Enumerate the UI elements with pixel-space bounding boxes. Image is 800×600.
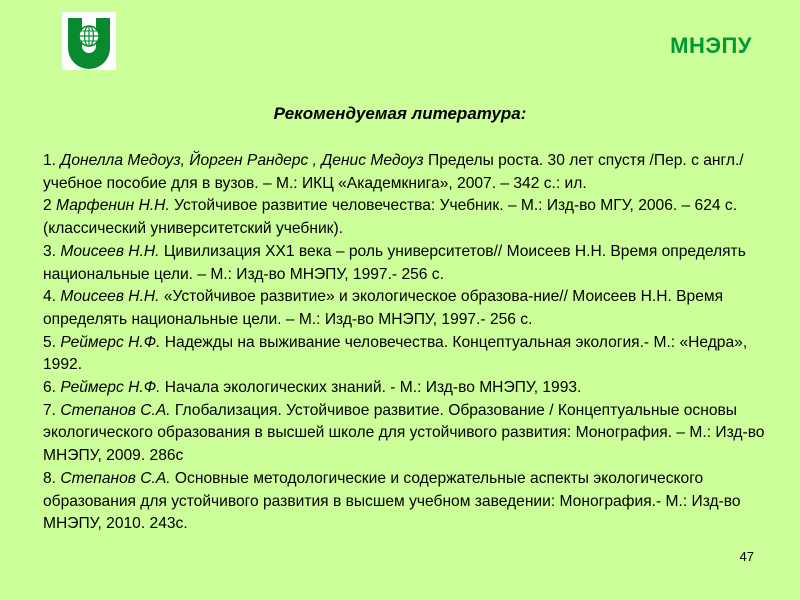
reference-author: Степанов С.А. (60, 401, 171, 419)
reference-text: Устойчивое развитие человечества: Учебник. – М.: Изд-во МГУ, 2006. – 624 с. (классический университетский учебник). (43, 197, 738, 238)
reference-number: 4. (43, 288, 57, 306)
reference-item (43, 195, 773, 240)
reference-number: 5. (43, 333, 57, 351)
reference-number: 3. (43, 242, 57, 260)
reference-item (43, 286, 773, 331)
reference-item (43, 332, 773, 377)
reference-text: «Устойчивое развитие» и экологическое образова-ние// Моисеев Н.Н. Время определять национальные цели. – М.: Изд-во МНЭПУ, 1997.- 256 с. (43, 288, 724, 328)
reference-author: Реймерс Н.Ф. (60, 379, 161, 397)
reference-number: 8. (43, 469, 57, 487)
reference-author: Донелла Медоуз, Йорген Рандерс , Денис Медоуз (60, 152, 424, 169)
reference-number: 7. (43, 401, 57, 419)
reference-text: Надежды на выживание человечества. Концептуальная экология.- М.: «Недра», 1992. (43, 333, 748, 374)
reference-author: Моисеев Н.Н. (60, 288, 160, 306)
reference-number: 6. (43, 379, 57, 397)
reference-item (43, 377, 773, 400)
brand-name: МНЭПУ (670, 33, 752, 58)
reference-text: Глобализация. Устойчивое развитие. Образование / Концептуальные основы экологического образования в высшей школе для устойчивого развития: Монография. – М.: Изд-во МНЭПУ, 2009. 286с (43, 401, 765, 465)
reference-text: Основные методологические и содержательные аспекты экологического образования для устойчивого развития в высшем учебном заведении: Монография.- М.: Изд-во МНЭПУ, 2010. 243с. (43, 469, 741, 533)
reference-item (43, 400, 773, 468)
university-logo-icon (62, 12, 116, 70)
reference-author: Моисеев Н.Н. (60, 242, 160, 260)
reference-text: Цивилизация ХХ1 века – роль университетов// Моисеев Н.Н. Время определять национальные цели. – М.: Изд-во МНЭПУ, 1997.- 256 с. (43, 242, 746, 283)
reference-item (43, 468, 773, 536)
page-title: Рекомендуемая литература: (273, 104, 527, 123)
reference-author: Степанов С.А. (60, 469, 171, 487)
reference-text: Начала экологических знаний. - М.: Изд-во МНЭПУ, 1993. (160, 379, 582, 397)
reference-number: 2 (43, 197, 52, 215)
reference-item (43, 241, 773, 286)
reference-author: Реймерс Н.Ф. (60, 333, 161, 351)
reference-item (43, 150, 773, 195)
reference-text: Пределы роста. 30 лет спустя /Пер. с англ./учебное пособие для в вузов. – М.: ИКЦ «Академкнига», 2007. – 342 с.: ил. (43, 152, 744, 192)
reference-list (43, 150, 773, 536)
reference-author: Марфенин Н.Н. (56, 197, 170, 215)
reference-number: 1. (43, 152, 57, 169)
page-number: 47 (739, 549, 754, 564)
